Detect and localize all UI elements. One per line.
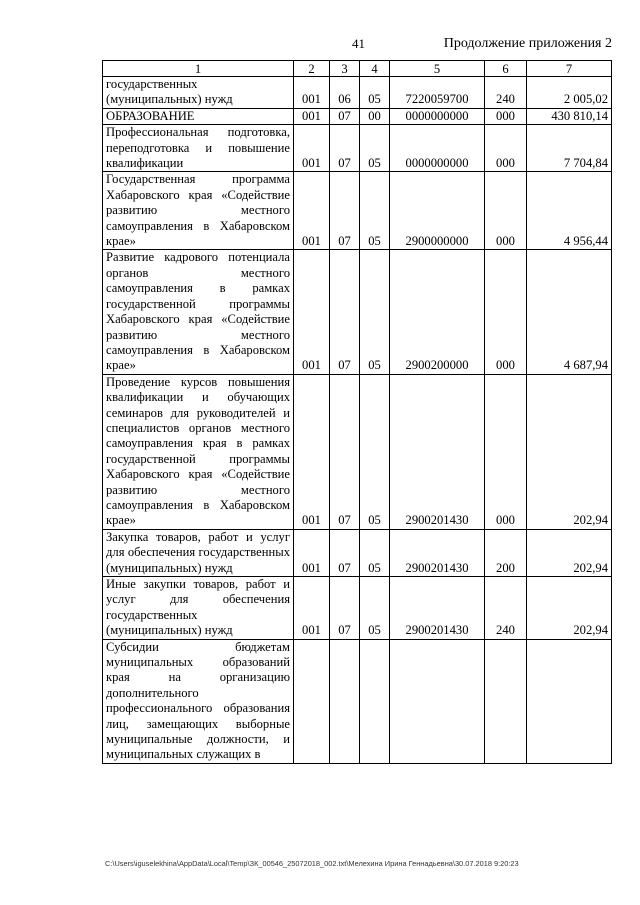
row-amount: 4 956,44	[527, 172, 612, 250]
row-target-article: 2900201430	[390, 577, 485, 640]
row-subsection: 05	[360, 125, 390, 172]
row-amount: 430 810,14	[527, 108, 612, 124]
row-expense-type: 000	[485, 172, 527, 250]
row-section: 06	[330, 77, 360, 109]
row-name: Государственная программа Хабаровского края «Содействие развитию местного самоуправления в Хабаровском крае»	[103, 172, 294, 250]
table-row	[103, 172, 612, 250]
table-row	[103, 250, 612, 374]
row-name: Развитие кадрового потенциала органов местного самоуправления в рамках государственной программы Хабаровского края «Содействие развитию местного самоуправления в Хабаровском крае»	[103, 250, 294, 374]
table-row	[103, 577, 612, 640]
table-row	[103, 125, 612, 172]
row-name: государственных (муниципальных) нужд	[103, 77, 294, 109]
row-admin-code: 001	[294, 125, 330, 172]
row-expense-type: 240	[485, 77, 527, 109]
row-admin-code: 001	[294, 77, 330, 109]
row-target-article: 0000000000	[390, 108, 485, 124]
column-header: 7	[527, 61, 612, 77]
row-admin-code: 001	[294, 374, 330, 529]
page-number: 41	[352, 36, 365, 51]
row-target-article: 2900000000	[390, 172, 485, 250]
file-path-footer: C:\Users\iguselekhina\AppData\Local\Temp\ЗК_00546_25072018_002.txt\Мелехина Ирина Геннадьевна\30.07.2018 9:20:23	[105, 859, 519, 868]
row-amount: 202,94	[527, 577, 612, 640]
continuation-label: Продолжение приложения 2	[443, 36, 612, 51]
row-admin-code: 001	[294, 577, 330, 640]
row-subsection	[360, 639, 390, 763]
row-name: Иные закупки товаров, работ и услуг для обеспечения государственных (муниципальных) нужд	[103, 577, 294, 640]
row-subsection: 05	[360, 172, 390, 250]
column-header: 3	[330, 61, 360, 77]
row-amount: 202,94	[527, 529, 612, 576]
row-section: 07	[330, 172, 360, 250]
row-section: 07	[330, 108, 360, 124]
row-section: 07	[330, 529, 360, 576]
row-expense-type: 000	[485, 374, 527, 529]
row-expense-type: 000	[485, 108, 527, 124]
table-row	[103, 374, 612, 529]
row-expense-type: 240	[485, 577, 527, 640]
column-header: 5	[390, 61, 485, 77]
row-admin-code: 001	[294, 529, 330, 576]
row-section: 07	[330, 374, 360, 529]
row-section: 07	[330, 250, 360, 374]
row-target-article: 2900201430	[390, 374, 485, 529]
row-section: 07	[330, 125, 360, 172]
row-expense-type: 000	[485, 125, 527, 172]
row-name: Проведение курсов повышения квалификации и обучающих семинаров для руководителей и специалистов органов местного самоуправления края в рамках государственной программы Хабаровского края «Содействие развитию местного самоуправления в Хабаровском крае»	[103, 374, 294, 529]
row-amount: 2 005,02	[527, 77, 612, 109]
row-subsection: 05	[360, 529, 390, 576]
row-name: ОБРАЗОВАНИЕ	[103, 108, 294, 124]
row-subsection: 05	[360, 374, 390, 529]
column-header: 4	[360, 61, 390, 77]
row-subsection: 05	[360, 577, 390, 640]
column-header: 1	[103, 61, 294, 77]
row-section: 07	[330, 577, 360, 640]
row-name: Субсидии бюджетам муниципальных образований края на организацию дополнительного профессионального образования лиц, замещающих выборные муниципальные должности, и муниципальных служащих в	[103, 639, 294, 763]
budget-table	[102, 60, 612, 764]
row-admin-code: 001	[294, 250, 330, 374]
column-header-row	[103, 61, 612, 77]
column-header: 2	[294, 61, 330, 77]
row-subsection: 05	[360, 250, 390, 374]
row-target-article: 0000000000	[390, 125, 485, 172]
table-row	[103, 108, 612, 124]
row-expense-type: 200	[485, 529, 527, 576]
row-amount: 202,94	[527, 374, 612, 529]
row-subsection: 05	[360, 77, 390, 109]
row-amount	[527, 639, 612, 763]
row-expense-type	[485, 639, 527, 763]
row-target-article: 7220059700	[390, 77, 485, 109]
row-amount: 7 704,84	[527, 125, 612, 172]
row-name: Профессиональная подготовка, переподготовка и повышение квалификации	[103, 125, 294, 172]
row-subsection: 00	[360, 108, 390, 124]
row-target-article: 2900200000	[390, 250, 485, 374]
row-admin-code: 001	[294, 108, 330, 124]
row-admin-code	[294, 639, 330, 763]
table-row	[103, 77, 612, 109]
table-row	[103, 529, 612, 576]
row-admin-code: 001	[294, 172, 330, 250]
row-target-article	[390, 639, 485, 763]
row-target-article: 2900201430	[390, 529, 485, 576]
table-row	[103, 639, 612, 763]
row-section	[330, 639, 360, 763]
row-name: Закупка товаров, работ и услуг для обеспечения государственных (муниципальных) нужд	[103, 529, 294, 576]
row-amount: 4 687,94	[527, 250, 612, 374]
row-expense-type: 000	[485, 250, 527, 374]
column-header: 6	[485, 61, 527, 77]
